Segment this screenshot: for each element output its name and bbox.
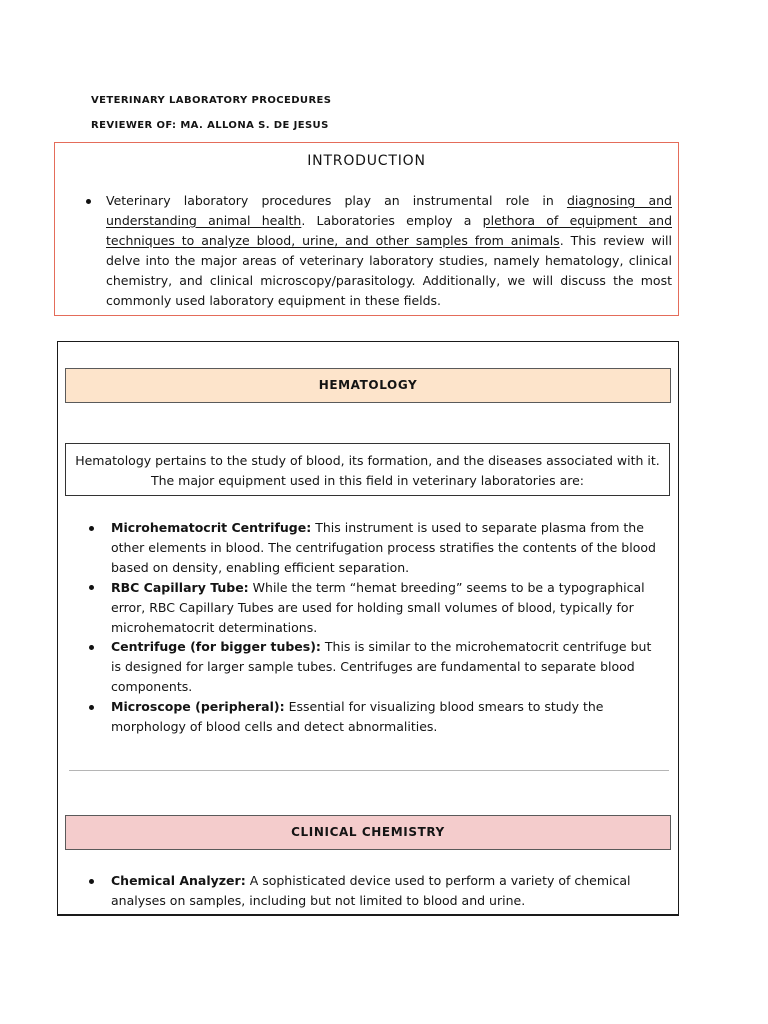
list-item bbox=[111, 697, 663, 737]
equipment-description: Essential for visualizing blood smears to study the morphology of blood cells and detect abnormalities. bbox=[111, 699, 604, 735]
document-title: VETERINARY LABORATORY PROCEDURES bbox=[91, 95, 332, 106]
equipment-term: Centrifuge (for bigger tubes): bbox=[111, 639, 321, 655]
equipment-term: Chemical Analyzer: bbox=[111, 873, 246, 888]
equipment-description: A sophisticated device used to perform a variety of chemical analyses on samples, including but not limited to blood and urine. bbox=[111, 873, 631, 908]
introduction-paragraph bbox=[106, 191, 672, 311]
equipment-description: This is similar to the microhematocrit centrifuge but is designed for larger sample tubes. Centrifuges are fundamental to separate blood components. bbox=[111, 639, 652, 695]
list-item bbox=[111, 518, 663, 578]
list-item bbox=[111, 637, 663, 697]
introduction-title: INTRODUCTION bbox=[307, 153, 426, 169]
hematology-equipment-list bbox=[111, 518, 663, 737]
introduction-list bbox=[106, 191, 672, 311]
equipment-term: Microscope (peripheral): bbox=[111, 699, 285, 715]
clinical-chemistry-heading: CLINICAL CHEMISTRY bbox=[65, 815, 671, 850]
equipment-term: RBC Capillary Tube: bbox=[111, 579, 249, 595]
list-item bbox=[111, 871, 663, 911]
intro-underlined-text: plethora of equipment and techniques to analyze blood, urine, and other samples from animals bbox=[106, 213, 672, 248]
intro-text-part: . Laboratories employ a bbox=[301, 213, 483, 228]
bullet-icon bbox=[86, 199, 91, 204]
introduction-box bbox=[54, 142, 679, 316]
intro-underlined-text: diagnosing and understanding animal health bbox=[106, 193, 672, 228]
intro-text-part: . This review will delve into the major areas of veterinary laboratory studies, namely hematology, clinical chemistry, and clinical microscopy/parasitology. Additionally, we will discuss the most commonly used laboratory equipment in these fields. bbox=[106, 233, 672, 308]
clinical-chemistry-equipment-list bbox=[111, 871, 663, 911]
bullet-icon bbox=[89, 526, 94, 531]
intro-text-part: Veterinary laboratory procedures play an instrumental role in bbox=[106, 193, 567, 208]
equipment-description: This instrument is used to separate plasma from the other elements in blood. The centrifugation process stratifies the contents of the blood based on density, enabling efficient separation. bbox=[111, 520, 656, 575]
section-divider bbox=[69, 770, 669, 771]
equipment-description: While the term “hemat breeding” seems to be a typographical error, RBC Capillary Tubes are used for holding small volumes of blood, typically for microhematocrit determinations. bbox=[111, 579, 645, 635]
hematology-description-box bbox=[65, 443, 670, 496]
equipment-term: Microhematocrit Centrifuge: bbox=[111, 520, 312, 535]
hematology-description: Hematology pertains to the study of blood, its formation, and the diseases associated with it. The major equipment used in this field in veterinary laboratories are: bbox=[75, 453, 660, 488]
list-item bbox=[111, 578, 663, 638]
hematology-heading: HEMATOLOGY bbox=[65, 368, 671, 403]
reviewer-line: REVIEWER OF: MA. ALLONA S. DE JESUS bbox=[91, 120, 329, 131]
bullet-icon bbox=[89, 705, 94, 710]
bullet-icon bbox=[89, 645, 94, 650]
bullet-icon bbox=[89, 585, 94, 590]
equipment-sections-box bbox=[57, 341, 679, 916]
bullet-icon bbox=[89, 879, 94, 884]
